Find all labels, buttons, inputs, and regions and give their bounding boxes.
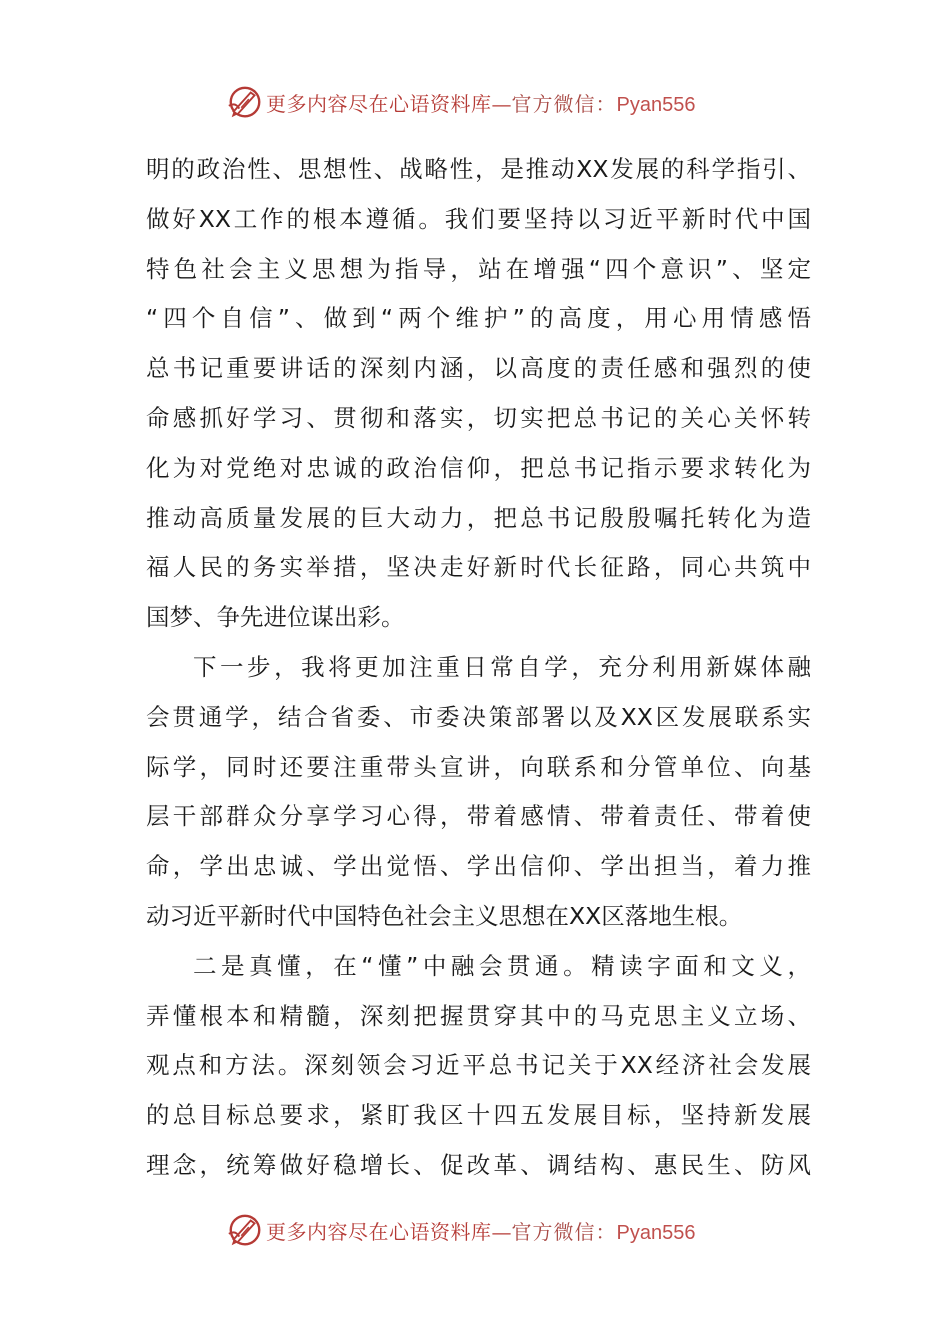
text-line: 层干部群众分享学习心得，带着感情、带着责任、带着使 [146,802,811,831]
text-line: 动习近平新时代中国特色社会主义思想在XX区落地生根。 [146,901,743,930]
header-wechat-id: Pyan556 [616,93,696,116]
paragraph-1 [146,145,811,643]
text-line: 特色社会主义思想为指导，站在增强“四个意识”、坚定 [146,254,811,283]
text-line: 观点和方法。深刻领会习近平总书记关于XX经济社会发展 [146,1051,811,1080]
text-line: 明的政治性、思想性、战略性，是推动XX发展的科学指引、 [146,155,811,183]
text-line: 际学，同时还要注重带头宣讲，向联系和分管单位、向基 [146,752,811,781]
text-line: 二是真懂，在“懂”中融会贯通。精读字面和文义， [193,951,811,980]
text-line: 化为对党绝对忠诚的政治信仰，把总书记指示要求转化为 [146,453,811,482]
text-line: 总书记重要讲话的深刻内涵，以高度的责任感和强烈的使 [146,354,811,383]
text-line: 推动高质量发展的巨大动力，把总书记殷殷嘱托转化为造 [146,503,811,532]
text-line: 国梦、争先进位谋出彩。 [146,603,405,632]
footer-banner [226,1210,746,1250]
footer-separator: — [491,1219,512,1244]
footer-wechat-label: 官方微信： [511,1219,617,1244]
text-line: 做好XX工作的根本遵循。我们要坚持以习近平新时代中国 [146,204,811,233]
footer-brand: 更多内容尽在心语资料库 [266,1219,492,1244]
header-banner [226,82,746,122]
header-brand: 更多内容尽在心语资料库 [266,91,492,116]
text-line: 理念，统筹做好稳增长、促改革、调结构、惠民生、防风 [146,1150,811,1179]
text-line: 下一步，我将更加注重日常自学，充分利用新媒体融 [193,652,811,681]
text-line: 会贯通学，结合省委、市委决策部署以及XX区发展联系实 [146,702,811,731]
header-separator: — [491,91,512,116]
text-line: 命，学出忠诚、学出觉悟、学出信仰、学出担当，着力推 [146,852,811,881]
text-line: 福人民的务实举措，坚决走好新时代长征路，同心共筑中 [146,553,811,582]
footer-wechat-id: Pyan556 [616,1221,696,1244]
text-line: 的总目标总要求，紧盯我区十四五发展目标，坚持新发展 [146,1101,811,1130]
header-wechat-label: 官方微信： [511,91,617,116]
pen-logo-icon [226,1211,264,1249]
paragraph-2 [146,643,811,942]
text-line: 弄懂根本和精髓，深刻把握贯穿其中的马克思主义立场、 [146,1001,811,1030]
document-body [146,145,811,1191]
pen-logo-icon [226,83,264,121]
paragraph-3 [146,942,811,1191]
text-line: “四个自信”、做到“两个维护”的高度，用心用情感悟 [146,304,811,333]
text-line: 命感抓好学习、贯彻和落实，切实把总书记的关心关怀转 [146,403,811,432]
